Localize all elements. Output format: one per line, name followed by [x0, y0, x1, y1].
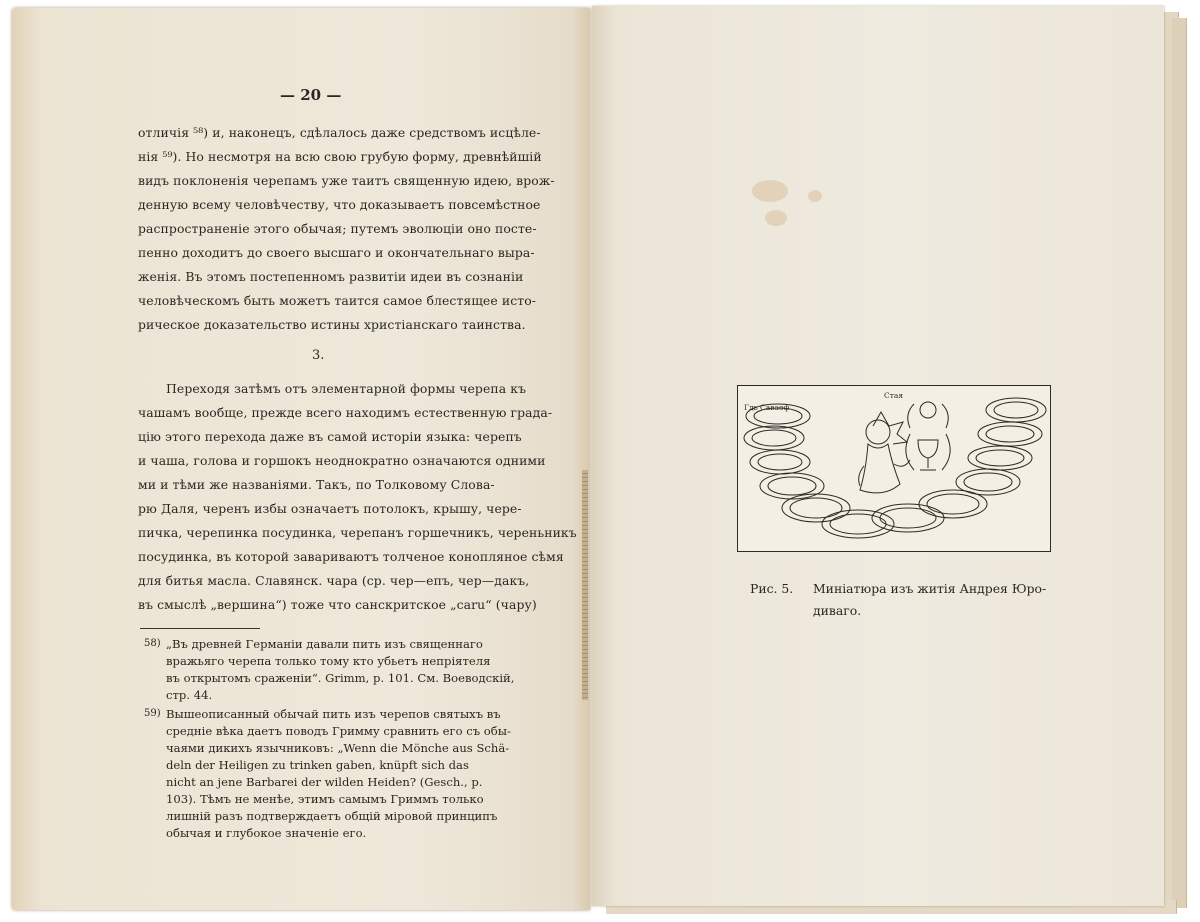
- text-line: и чаша, голова и горшокъ неоднократно означаются одними: [138, 453, 546, 468]
- text-line: нія ⁵⁹). Но несмотря на всю свою грубую форму, древнѣйшій: [138, 149, 542, 164]
- footnote-line: въ открытомъ сраженіи“. Grimm, p. 101. См. Воеводскій,: [166, 671, 515, 685]
- footnote-line: обычая и глубокое значеніе его.: [166, 826, 367, 840]
- footnote-line: Вышеописанный обычай пить изъ черепов святыхъ въ: [166, 707, 501, 721]
- footnote-line: deln der Heiligen zu trinken gaben, knüpft sich das: [166, 758, 469, 772]
- text-line: посудинка, въ которой завариваютъ толченое конопляное сѣмя: [138, 549, 564, 564]
- footnote-line: чаями дикихъ язычниковъ: „Wenn die Mönche aus Schä-: [166, 741, 510, 755]
- text-line: женія. Въ этомъ постепенномъ развитіи идеи въ сознаніи: [138, 269, 524, 284]
- footnote-line: средніе вѣка даетъ поводъ Гримму сравнить его съ обы-: [166, 724, 511, 738]
- text-line: отличія ⁵⁸) и, наконецъ, сдѣлалось даже средствомъ исцѣле-: [138, 125, 541, 140]
- page-number: — 20 —: [280, 86, 342, 104]
- text-line: видъ поклоненія черепамъ уже таитъ священную идею, врож-: [138, 173, 555, 188]
- footnote-line: nicht an jene Barbarei der wilden Heiden? (Gesch., p.: [166, 775, 483, 789]
- text-line: ми и тѣми же названіями. Такъ, по Толковому Слова-: [138, 477, 495, 492]
- section-number: 3.: [312, 348, 325, 363]
- text-line: пичка, черепинка посудинка, черепанъ горшечникъ, череньникъ: [138, 525, 577, 540]
- text-line: чашамъ вообще, прежде всего находимъ естественную града-: [138, 405, 553, 420]
- footnote-mark: 58): [144, 638, 161, 649]
- text-line: денную всему человѣчеству, что доказываетъ повсемѣстное: [138, 197, 541, 212]
- miniature-illustration: [738, 386, 1050, 551]
- figure-caption-label: Рис. 5.: [750, 581, 794, 596]
- text-line: пенно доходитъ до своего высшаго и окончательнаго выра-: [138, 245, 535, 260]
- text-line: цію этого перехода даже въ самой исторіи языка: черепъ: [138, 429, 522, 444]
- text-line: рю Даля, черенъ избы означаетъ потолокъ, крышу, чере-: [138, 501, 522, 516]
- figure-miniature: [737, 385, 1051, 552]
- footnote-line: стр. 44.: [166, 688, 213, 702]
- text-line: въ смыслѣ „вершина“) тоже что санскритское „caru“ (чару): [138, 597, 537, 612]
- footnote-line: лишній разъ подтверждаетъ общій міровой принципъ: [166, 809, 498, 823]
- text-line: Переходя затѣмъ отъ элементарной формы черепа къ: [166, 381, 527, 396]
- text-line: рическое доказательство истины христіанскаго таинства.: [138, 317, 526, 332]
- footnote-line: „Въ древней Германіи давали пить изъ священнаго: [166, 637, 483, 651]
- foxing-stain: [765, 210, 787, 226]
- footnote-mark: 59): [144, 708, 161, 719]
- foxing-stain: [808, 190, 822, 202]
- footnote-line: 103). Тѣмъ не менѣе, этимъ самымъ Гриммъ только: [166, 792, 484, 806]
- text-line: человѣческомъ быть можетъ таится самое блестящее исто-: [138, 293, 537, 308]
- footnote-rule: [140, 628, 260, 629]
- figure-caption-cont: диваго.: [813, 603, 862, 618]
- foxing-stain: [752, 180, 788, 202]
- page-edge: [1172, 18, 1187, 908]
- inscription-left: Гдь Саваоф: [744, 403, 790, 412]
- text-line: распространеніе этого обычая; путемъ эволюціи оно посте-: [138, 221, 537, 236]
- binding-stitching: [582, 470, 588, 700]
- text-line: для битья масла. Славянск. чара (ср. чер—епъ, чер—дакъ,: [138, 573, 530, 588]
- inscription-top: Стая: [884, 391, 904, 400]
- footnote-line: вражьяго черепа только тому кто убьетъ непріятеля: [166, 654, 491, 668]
- figure-caption: Миніатюра изъ житія Андрея Юро-: [813, 581, 1047, 596]
